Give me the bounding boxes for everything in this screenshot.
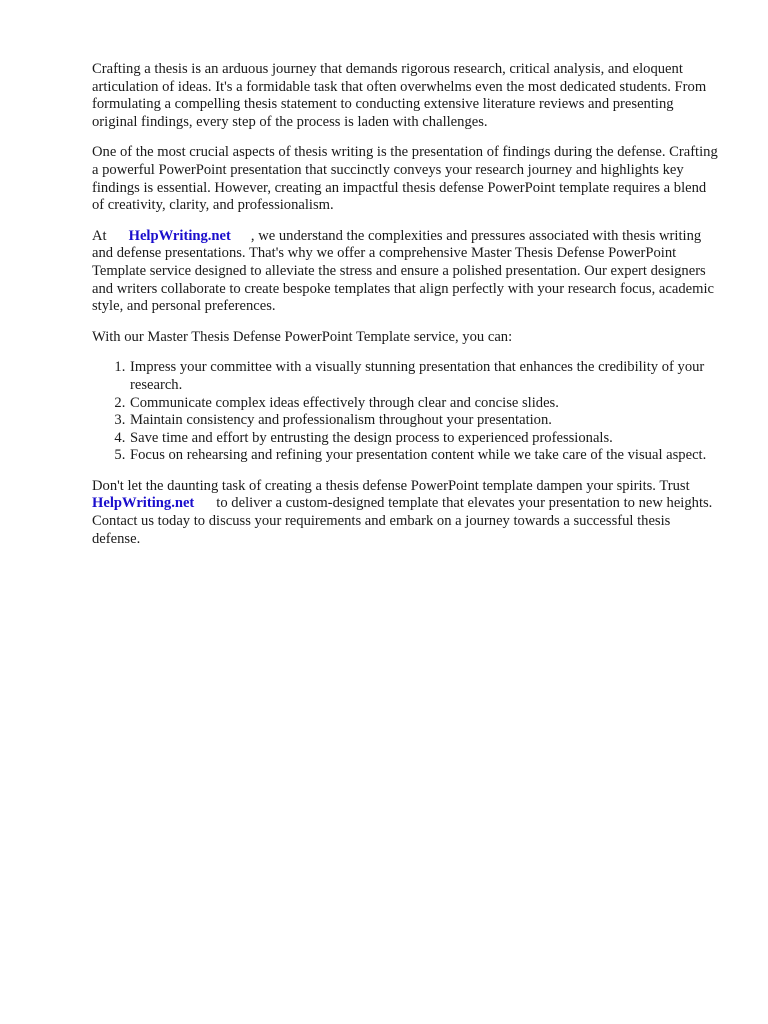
list-item: 1. Impress your committee with a visually stunning presentation that enhances the credibility of your research. [129,359,720,394]
list-item: 3. Maintain consistency and professionalism throughout your presentation. [129,412,720,430]
benefits-list [92,359,720,465]
document-body [92,61,720,561]
intro-paragraph: Crafting a thesis is an arduous journey that demands rigorous research, critical analysis, and eloquent articulation of ideas. It's a formidable task that often overwhelms even the most dedicated students. From formulating a compelling thesis statement to conducting extensive literature reviews and presenting original findings, every step of the process is laden with challenges. [92,61,707,130]
service-paragraph-text: , we understand the complexities and pressures associated with thesis writing and defense presentations. That's why we offer a comprehensive Master Thesis Defense PowerPoint Template service designed to alleviate the stress and ensure a polished presentation. Our expert designers and writers collaborate to create bespoke templates that align perfectly with your research focus, academic style, and personal preferences. [92,227,714,315]
service-paragraph [92,228,720,316]
closing-paragraph-text: to deliver a custom-designed template that elevates your presentation to new heights. Contact us today to discuss your requirements and embark on a journey towards a successful thesis defense. [92,495,713,547]
benefits-intro: With our Master Thesis Defense PowerPoint Template service, you can: [92,328,513,345]
closing-paragraph-lead: Don't let the daunting task of creating a thesis defense PowerPoint template dampen your spirits. Trust [92,477,690,494]
presentation-paragraph: One of the most crucial aspects of thesis writing is the presentation of findings during the defense. Crafting a powerful PowerPoint presentation that succinctly conveys your research journey and highlights key findings is essential. However, creating an impactful thesis defense PowerPoint template requires a blend of creativity, clarity, and professionalism. [92,144,718,214]
list-item: 5. Focus on rehearsing and refining your presentation content while we take care of the visual aspect. [129,447,720,465]
list-item: 4. Save time and effort by entrusting the design process to experienced professionals. [129,430,720,448]
helpwriting-link-2[interactable]: HelpWriting.net [92,495,195,512]
list-item: 2. Communicate complex ideas effectively through clear and concise slides. [129,395,720,413]
helpwriting-link-1[interactable]: HelpWriting.net [128,227,231,244]
service-paragraph-lead: At [92,227,107,244]
closing-paragraph [92,478,720,548]
